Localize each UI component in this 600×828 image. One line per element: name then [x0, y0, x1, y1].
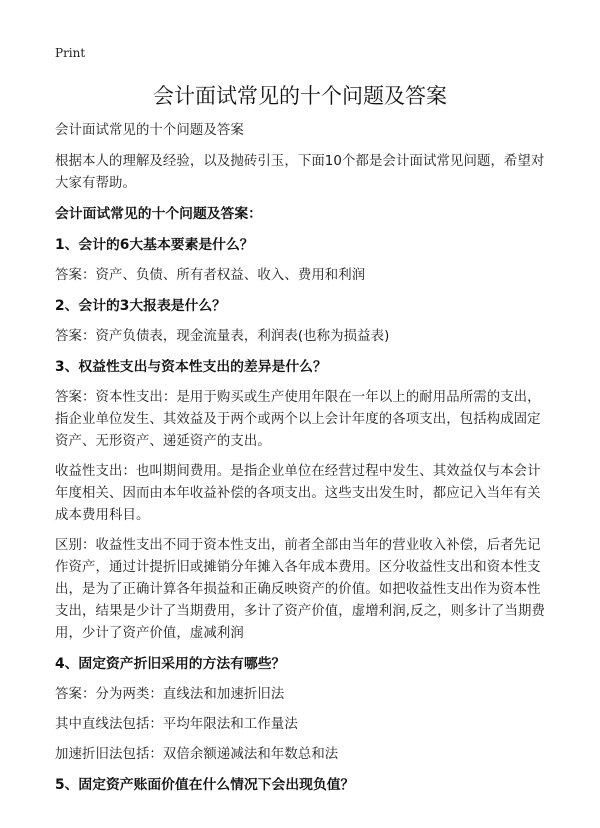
answer-2: 答案：资产负债表，现金流量表，利润表(也称为损益表) [55, 329, 390, 344]
question-1: 1、会计的6大基本要素是什么？ [55, 237, 254, 253]
page-title: 会计面试常见的十个问题及答案 [153, 84, 447, 108]
question-3: 3、权益性支出与资本性支出的差异是什么？ [55, 359, 327, 375]
section-heading: 会计面试常见的十个问题及答案： [55, 206, 262, 222]
question-5: 5、固定资产账面价值在什么情况下会出现负值？ [55, 777, 355, 793]
answer-4-types: 答案：分为两类：直线法和加速折旧法 [55, 687, 285, 702]
subtitle: 会计面试常见的十个问题及答案 [55, 123, 244, 138]
document-body [55, 120, 553, 805]
answer-1: 答案：资产、负债、所有者权益、收入、费用和利润 [55, 268, 366, 283]
intro-paragraph: 根据本人的理解及经验，以及抛砖引玉，下面10个都是会计面试常见问题，希望对大家有帮助。 [55, 154, 545, 191]
answer-3-revenue: 收益性支出：也叫期间费用。是指企业单位在经营过程中发生、其效益仅与本会计年度相关、因而由本年收益补偿的各项支出。这些支出发生时，都应记入当年有关成本费用科目。 [55, 464, 541, 523]
print-label: Print [55, 46, 86, 60]
answer-3-difference: 区别：收益性支出不同于资本性支出，前者全部由当年的营业收入补偿，后者先记作资产，通过计提折旧或摊销分年摊入各年成本费用。区分收益性支出和资本性支出，是为了正确计算各年损益和正确反映资产的价值。如把收益性支出作为资本性支出，结果是少计了当期费用，多计了资产价值，虚增利润,反之，则多计了当期费用，少计了资产价值，虚减利润 [55, 538, 546, 641]
answer-4-straight-line: 其中直线法包括：平均年限法和工作量法 [55, 717, 298, 732]
question-4: 4、固定资产折旧采用的方法有哪些？ [55, 656, 286, 672]
question-2: 2、会计的3大报表是什么？ [55, 298, 226, 314]
answer-3-capital: 答案：资本性支出：是用于购买或生产使用年限在一年以上的耐用品所需的支出，指企业单位发生、其效益及于两个或两个以上会计年度的各项支出，包括构成固定资产、无形资产、递延资产的支出。 [55, 390, 541, 449]
answer-4-accelerated: 加速折旧法包括：双倍余额递减法和年数总和法 [55, 747, 339, 762]
